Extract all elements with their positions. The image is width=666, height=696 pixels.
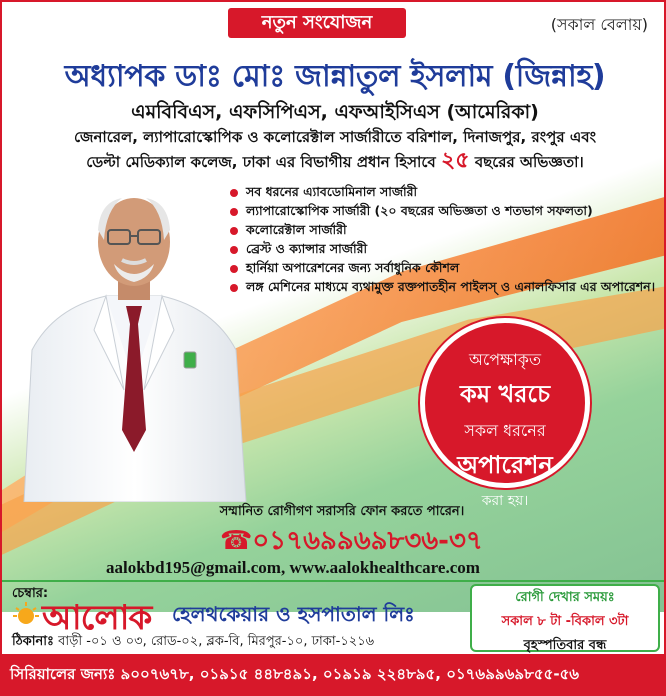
morning-note: (সকাল বেলায়): [550, 15, 648, 34]
brand-name: আলোক: [42, 598, 152, 638]
phone-note: সম্মানিত রোগীগণ সরাসরি ফোন করতে পারেন।: [219, 504, 465, 519]
bullet-icon: [230, 246, 238, 254]
bullet-icon: [230, 227, 238, 235]
bullet-icon: [230, 265, 238, 273]
address-text: বাড়ী -০১ ও ০৩, রোড-০২, ব্লক-বি, মিরপুর-১০, ঢাকা-১২১৬: [54, 634, 375, 649]
visiting-title: রোগী দেখার সময়ঃ: [515, 590, 615, 605]
brand-subtitle: হেলথকেয়ার ও হসপাতাল লিঃ: [172, 602, 415, 626]
serial-numbers-bar: সিরিয়ালের জন্যঃ ৯০০৭৬৭৮, ০১৯১৫ ৪৪৮৪৯১, ০১৯১৯ ২২৪৮৯৫, ০১৭৬৯৯৬৯৮৫৫-৫৬: [2, 654, 664, 694]
offer-line-1: অপেক্ষাকৃত: [469, 350, 541, 369]
bullet-icon: [230, 208, 238, 216]
phone-number[interactable]: ☎০১৭৬৯৯৬৯৮৩৬-৩৭: [220, 526, 483, 556]
experience-line-2: [12, 149, 658, 174]
address-label: ঠিকানাঃ: [12, 634, 54, 649]
email-website[interactable]: aalokbd195@gmail.com, www.aalokhealthcare.com: [106, 558, 480, 577]
offer-line-4: অপারেশন: [457, 451, 553, 479]
low-cost-offer-badge: [420, 318, 590, 509]
experience-line-2-pre: ডেল্টা মেডিক্যাল কলেজ, ঢাকা এর বিভাগীয় প্রধান হিসাবে: [86, 153, 441, 171]
list-item: সব ধরনের এ্যাবডোমিনাল সার্জারী: [230, 182, 664, 201]
visiting-hours: সকাল ৮ টা -বিকাল ৩টা: [501, 614, 629, 629]
list-item: কলোরেক্টাল সার্জারী: [230, 220, 664, 239]
doctor-name: অধ্যাপক ডাঃ মোঃ জান্নাতুল ইসলাম (জিন্নাহ): [64, 59, 606, 94]
visiting-hours-box: [470, 584, 660, 652]
experience-line-1: জেনারেল, ল্যাপারোস্কোপিক ও কলোরেক্টাল সার্জারীতে বরিশাল, দিনাজপুর, রংপুর এবং: [73, 128, 597, 146]
divider: [2, 580, 666, 582]
list-item: লঙ্গ মেশিনের মাধ্যমে ব্যথামুক্ত রক্তপাতহীন পাইলস্ ও এনালফিসার এর অপারেশন।: [230, 277, 664, 296]
new-addition-ribbon: নতুন সংযোজন: [228, 8, 406, 38]
list-item: ব্রেস্ট ও ক্যান্সার সার্জারী: [230, 239, 664, 258]
bullet-icon: [230, 189, 238, 197]
services-list: [230, 182, 664, 296]
list-item: ল্যাপারোস্কোপিক সার্জারী (২০ বছরের অভিজ্ঞতা ও শতভাগ সফলতা): [230, 201, 664, 220]
phone-icon: ☎: [220, 526, 253, 556]
offer-line-5: করা হয়।: [481, 493, 529, 509]
doctor-photo: [14, 180, 254, 502]
experience-text: [12, 126, 658, 174]
bullet-icon: [230, 284, 238, 292]
doctor-degrees: এমবিবিএস, এফসিপিএস, এফআইসিএস (আমেরিকা): [131, 101, 539, 123]
closed-day: বৃহস্পতিবার বন্ধ: [523, 638, 607, 653]
sun-logo-icon: [12, 600, 40, 628]
list-item: হার্নিয়া অপারেশনের জন্য সর্বাধুনিক কৌশল: [230, 258, 664, 277]
address: [12, 632, 374, 653]
chamber-label: চেম্বার:: [12, 586, 49, 601]
offer-line-2: কম খরচে: [459, 380, 551, 408]
offer-line-3: সকল ধরনের: [464, 421, 546, 440]
experience-years: ২৫: [441, 148, 470, 173]
experience-line-2-post: বছরের অভিজ্ঞতা।: [469, 153, 584, 171]
